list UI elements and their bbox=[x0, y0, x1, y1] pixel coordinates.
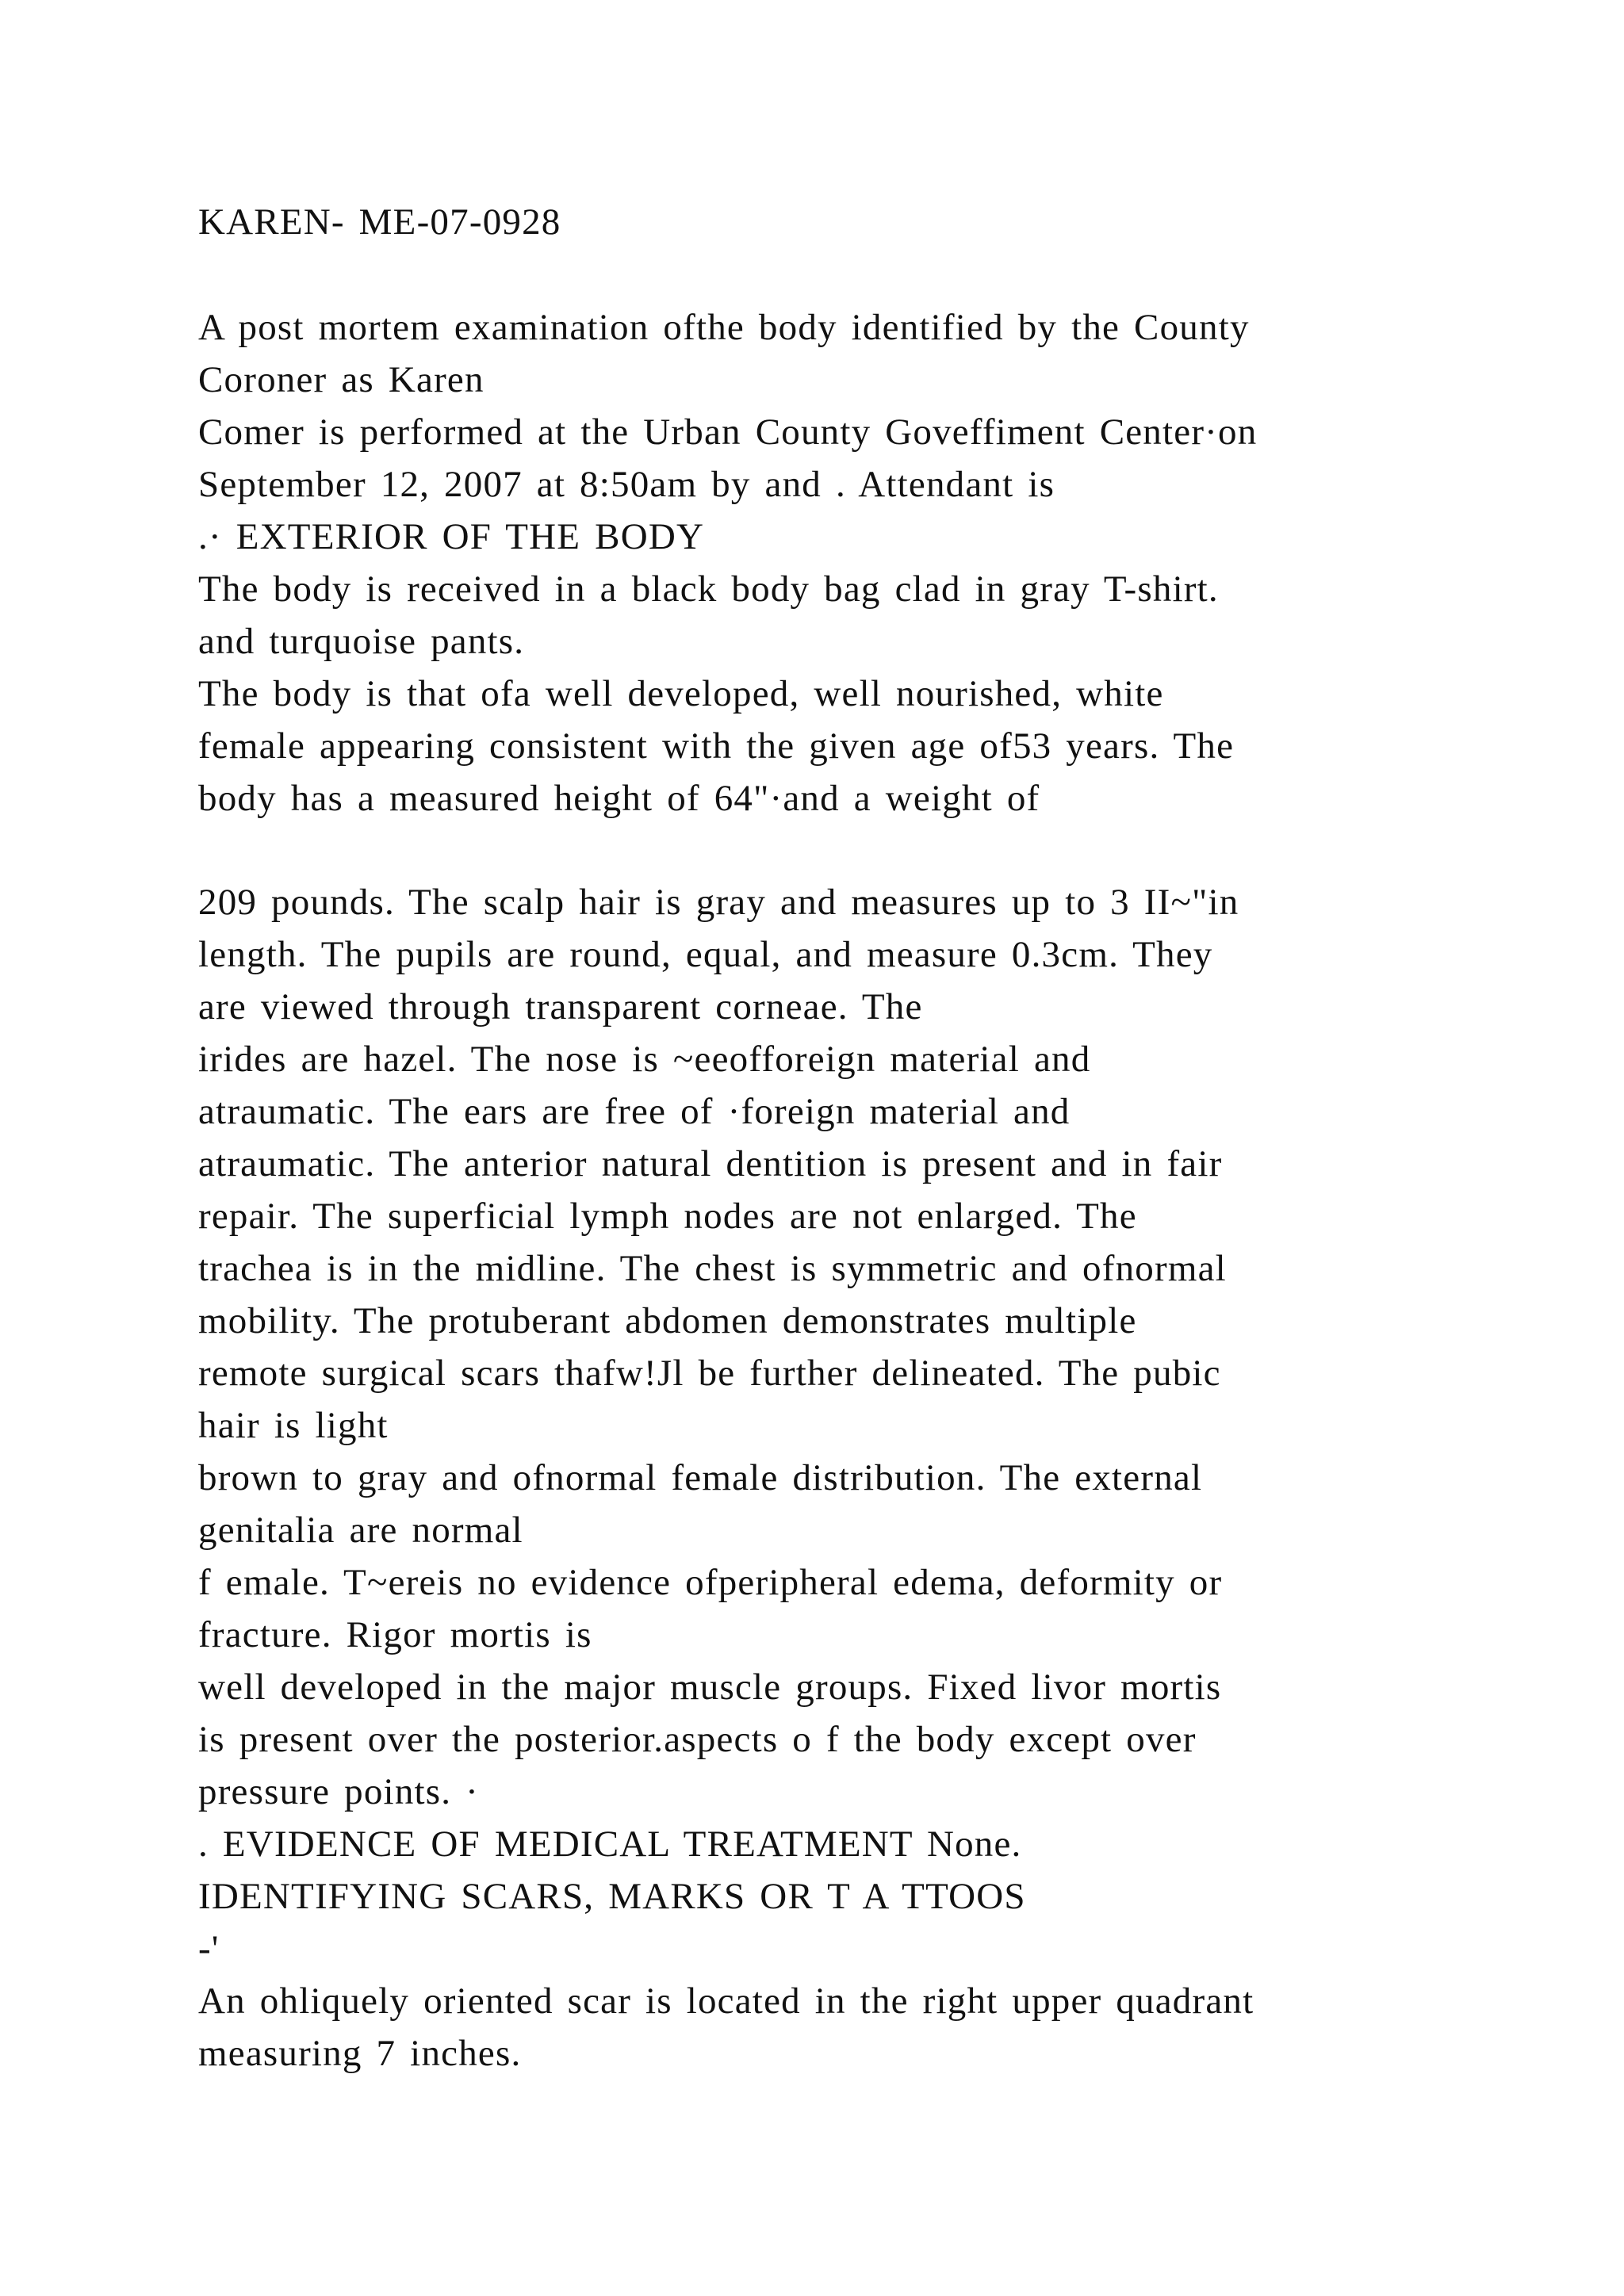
text-line: Coroner as Karen bbox=[198, 359, 485, 400]
text-line: -' bbox=[198, 1928, 220, 1969]
text-line: length. The pupils are round, equal, and measure 0.3cm. They bbox=[198, 934, 1213, 975]
text-line: Comer is performed at the Urban County Goveffiment Center·on bbox=[198, 411, 1258, 453]
text-line: female appearing consistent with the given age of53 years. The bbox=[198, 725, 1235, 767]
section-heading-exterior: .· EXTERIOR OF THE BODY bbox=[198, 516, 705, 557]
text-line: irides are hazel. The nose is ~eeofforeign material and bbox=[198, 1039, 1091, 1080]
text-line: well developed in the major muscle groups. Fixed livor mortis bbox=[198, 1667, 1222, 1708]
text-line: pressure points. · bbox=[198, 1771, 480, 1812]
text-line: are viewed through transparent corneae. The bbox=[198, 986, 923, 1027]
text-line: f emale. T~ereis no evidence ofperipheral edema, deformity or bbox=[198, 1562, 1223, 1603]
text-line: atraumatic. The anterior natural dentition is present and in fair bbox=[198, 1143, 1223, 1184]
text-line: A post mortem examination ofthe body identified by the County bbox=[198, 307, 1250, 348]
text-line: is present over the posterior.aspects o f the body except over bbox=[198, 1719, 1197, 1760]
text-line: The body is received in a black body bag clad in gray T-shirt. bbox=[198, 568, 1219, 610]
text-line: The body is that ofa well developed, well nourished, white bbox=[198, 673, 1164, 714]
text-line: remote surgical scars thafw!Jl be further delineated. The pubic bbox=[198, 1353, 1221, 1394]
text-line: atraumatic. The ears are free of ·foreign material and bbox=[198, 1091, 1071, 1132]
text-line: mobility. The protuberant abdomen demonstrates multiple bbox=[198, 1300, 1137, 1341]
text-line: 209 pounds. The scalp hair is gray and measures up to 3 II~"in bbox=[198, 882, 1239, 923]
text-line: genitalia are normal bbox=[198, 1510, 523, 1551]
text-line: September 12, 2007 at 8:50am by and . Attendant is bbox=[198, 464, 1055, 505]
text-line: body has a measured height of 64"·and a weight of bbox=[198, 778, 1040, 819]
case-id-heading: KAREN- ME-07-0928 bbox=[198, 201, 561, 243]
text-line: An ohliquely oriented scar is located in the right upper quadrant bbox=[198, 1980, 1254, 2022]
text-line: hair is light bbox=[198, 1405, 389, 1446]
text-line: fracture. Rigor mortis is bbox=[198, 1614, 592, 1655]
text-line: brown to gray and ofnormal female distribution. The external bbox=[198, 1457, 1203, 1498]
text-line: repair. The superficial lymph nodes are not enlarged. The bbox=[198, 1196, 1137, 1237]
section-heading-medical-treatment: . EVIDENCE OF MEDICAL TREATMENT None. bbox=[198, 1823, 1022, 1865]
section-heading-identifying-scars: IDENTIFYING SCARS, MARKS OR T A TTOOS bbox=[198, 1876, 1026, 1917]
text-line: trachea is in the midline. The chest is symmetric and ofnormal bbox=[198, 1248, 1227, 1289]
text-line: and turquoise pants. bbox=[198, 621, 525, 662]
text-line: measuring 7 inches. bbox=[198, 2033, 522, 2074]
